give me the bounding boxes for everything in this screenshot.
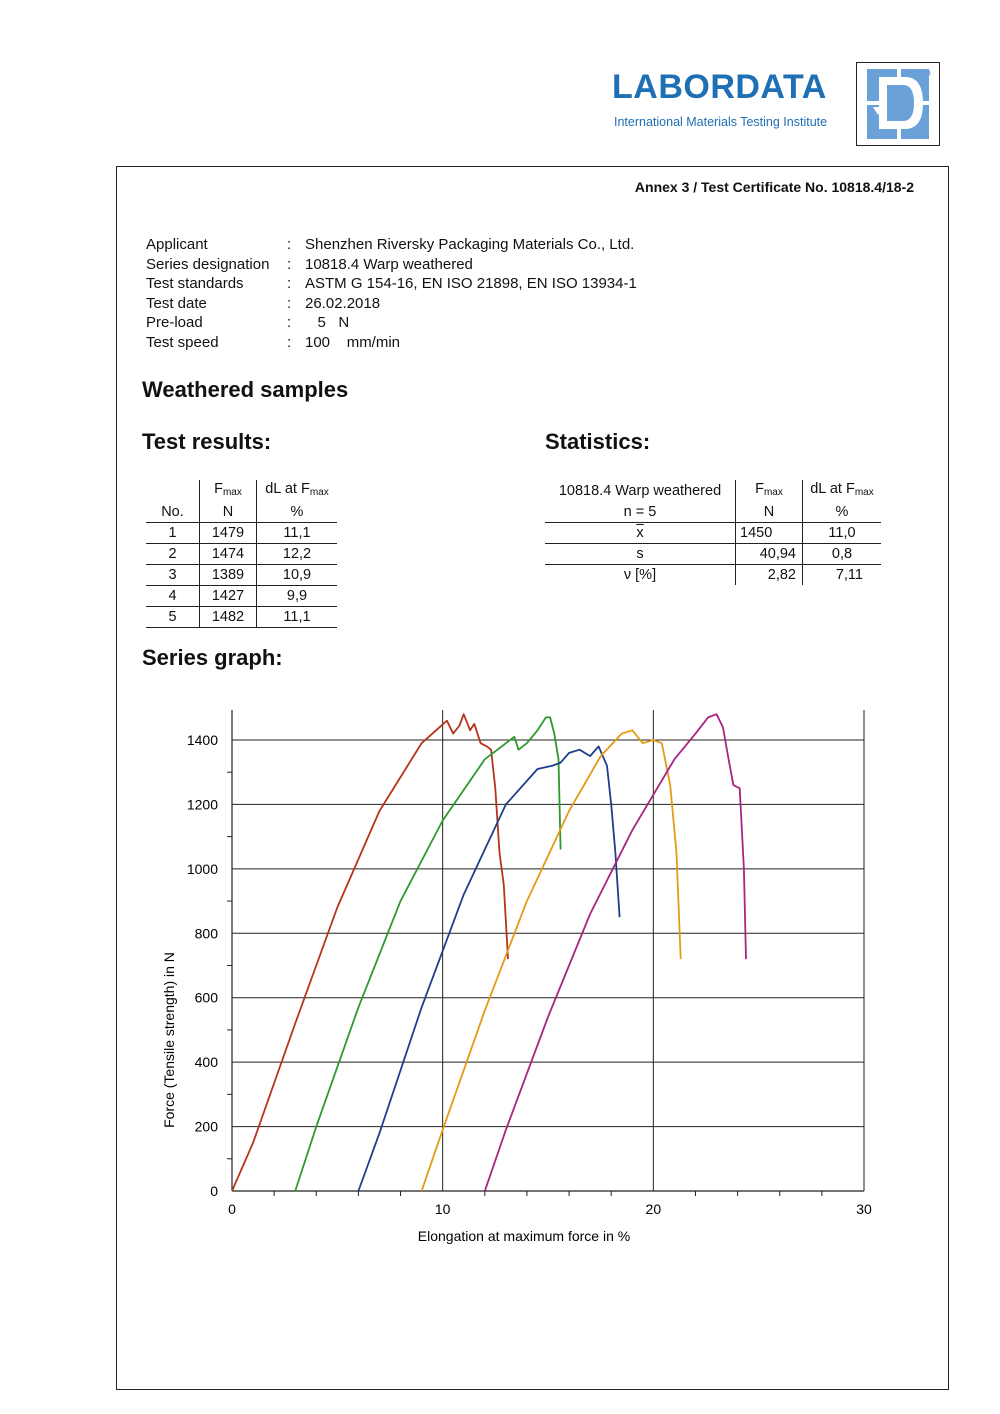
info-label: Series designation: [146, 256, 270, 273]
info-colon: :: [287, 334, 292, 351]
y-tick-label: 800: [194, 925, 218, 942]
fmax-unit: N: [736, 502, 803, 523]
y-tick-label: 0: [210, 1183, 218, 1199]
table-row: 1 1479 11,1: [146, 523, 337, 544]
table-row: 5 1482 11,1: [146, 607, 337, 628]
table-row: 2 1474 12,2: [146, 544, 337, 565]
info-colon: :: [287, 236, 292, 253]
y-tick-label: 1200: [186, 796, 218, 813]
info-label: Test date: [146, 295, 207, 312]
table-row: $\overline{x}$ 1450 11,0: [545, 523, 881, 544]
fmax-header: $F_{max}$: [736, 480, 803, 502]
info-label: Pre-load: [146, 314, 203, 331]
table-row: 3 1389 10,9: [146, 565, 337, 586]
info-value: Shenzhen Riversky Packaging Materials Co., Ltd.: [305, 236, 635, 253]
y-tick-label: 1000: [186, 860, 218, 877]
graph-heading: Series graph:: [142, 645, 283, 670]
info-colon: :: [287, 275, 292, 292]
stats-series: 10818.4 Warp weathered: [558, 482, 722, 499]
table-row: s 40,94 0,8: [545, 544, 881, 565]
info-label: Test speed: [146, 334, 219, 351]
info-value: 5 N: [305, 314, 350, 331]
x-tick-label: 20: [645, 1201, 662, 1217]
info-value: ASTM G 154-16, EN ISO 21898, EN ISO 13934-1: [305, 275, 637, 292]
y-axis-label: Force (Tensile strength) in N: [161, 952, 177, 1128]
series-line-3: [358, 746, 619, 1191]
series-graph: [150, 700, 890, 1260]
results-heading: Test results:: [142, 429, 272, 454]
labordata-logo-icon: [856, 62, 940, 146]
statistics-table: [545, 480, 881, 585]
info-colon: :: [287, 256, 292, 273]
dl-unit: %: [257, 502, 338, 523]
info-value: 100 mm/min: [305, 334, 401, 351]
y-tick-label: 400: [194, 1054, 218, 1071]
info-value: 26.02.2018: [305, 295, 381, 312]
y-tick-label: 1400: [186, 732, 218, 748]
series-line-5: [485, 714, 746, 1191]
table-row: 4 1427 9,9: [146, 586, 337, 607]
no-header: No.: [146, 502, 200, 523]
results-table: [146, 480, 337, 628]
y-tick-label: 600: [194, 989, 218, 1006]
y-tick-label: 200: [194, 1118, 218, 1135]
logo-name: LABORDATA: [612, 68, 827, 106]
logo-subtitle: International Materials Testing Institute: [614, 115, 828, 129]
fmax-unit: N: [200, 502, 257, 523]
info-label: Applicant: [146, 236, 208, 253]
info-value: 10818.4 Warp weathered: [305, 256, 473, 273]
info-colon: :: [287, 314, 292, 331]
x-tick-label: 30: [856, 1201, 872, 1217]
annex-title: Annex 3 / Test Certificate No. 10818.4/18-2: [634, 179, 914, 195]
series-line-4: [422, 730, 681, 1191]
x-tick-label: 10: [434, 1201, 451, 1217]
stats-n: n = 5: [545, 502, 736, 523]
dl-unit: %: [803, 502, 882, 523]
x-tick-label: 0: [228, 1201, 236, 1217]
x-axis-label: Elongation at maximum force in %: [417, 1228, 631, 1244]
section-heading: Weathered samples: [142, 377, 349, 402]
fmax-header: $F_{max}$: [200, 480, 257, 502]
dl-header: dL at $F_{max}$: [803, 480, 882, 502]
info-label: Test standards: [146, 275, 244, 292]
statistics-heading: Statistics:: [545, 429, 651, 454]
table-row: ν [%] 2,82 7,11: [545, 565, 881, 586]
dl-header: dL at $F_{max}$: [257, 480, 338, 502]
info-colon: :: [287, 295, 292, 312]
